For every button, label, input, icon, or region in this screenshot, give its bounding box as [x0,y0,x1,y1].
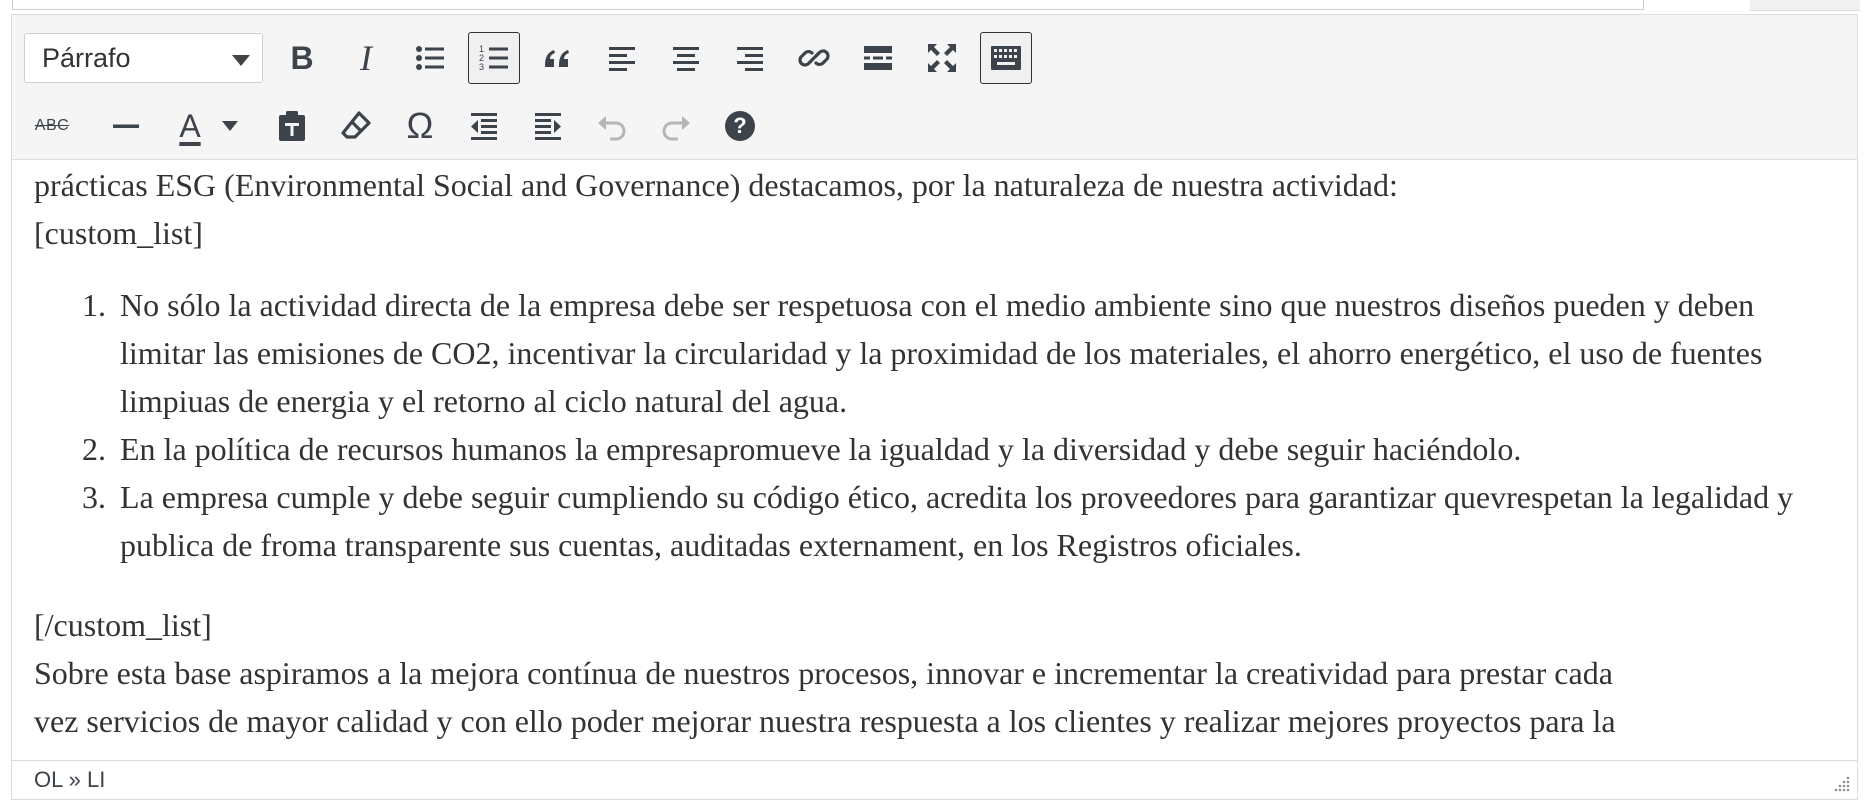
editor-statusbar [12,760,1857,799]
classic-editor [11,14,1858,800]
fullscreen-icon [925,41,959,75]
toolbar-toggle-button[interactable] [980,32,1032,84]
link-icon [797,41,831,75]
undo-button[interactable] [586,100,638,152]
align-center-button[interactable] [660,32,712,84]
help-icon [725,111,755,141]
list-item: 2. En la política de recursos humanos la empresapromueve la igualdad y la diversidad y debe seguir haciéndolo. [114,425,1834,473]
editor-content[interactable] [34,161,1834,761]
read-more-button[interactable] [852,32,904,84]
align-center-icon [669,41,703,75]
format-select[interactable] [24,33,263,83]
svg-text:1: 1 [479,44,485,54]
bold-icon: B [290,39,314,76]
top-strip [0,0,1870,14]
insert-link-button[interactable] [788,32,840,84]
top-right-tab-edge [1750,0,1860,11]
italic-icon: I [360,38,372,78]
intro-paragraph: prácticas ESG (Environmental Social and Governance) destacamos, por la naturaleza de nuestra actividad: [34,167,1398,203]
indent-icon [531,109,565,143]
bold-button[interactable] [276,32,328,84]
strikethrough-icon: ABC [34,117,70,134]
bulleted-list-button[interactable] [404,32,456,84]
indent-button[interactable] [522,100,574,152]
clipboard-icon [275,109,309,143]
outro-line-1: Sobre esta base aspiramos a la mejora contínua de nuestros procesos, innovar e incrementar la creatividad para prestar cada [34,655,1613,691]
help-glyph: ? [733,113,747,138]
horizontal-line-button[interactable] [100,100,152,152]
svg-text:2: 2 [479,53,485,63]
svg-text:3: 3 [479,62,485,72]
outdent-icon [467,109,501,143]
align-right-icon [733,41,767,75]
special-character-button[interactable] [394,100,446,152]
blockquote-button[interactable] [532,32,584,84]
redo-icon [659,109,693,143]
eraser-icon [339,109,373,143]
paste-as-text-button[interactable] [266,100,318,152]
shortcode-close: [/custom_list] [34,607,212,643]
clear-formatting-button[interactable] [330,100,382,152]
text-color-dropdown-button[interactable] [216,100,244,152]
outdent-button[interactable] [458,100,510,152]
text-color-button[interactable] [164,100,216,152]
numbered-list-icon [477,41,511,75]
fullscreen-button[interactable] [916,32,968,84]
text-color-icon: A [179,107,201,144]
toolbar-row-1 [12,23,1857,87]
toolbar-row-2 [12,91,1857,155]
numbered-list-button[interactable] [468,32,520,84]
chevron-down-icon [222,121,238,131]
outro-line-2: vez servicios de mayor calidad y con ello poder mejorar nuestra respuesta a los clientes y realizar mejores proyectos para la [34,703,1616,739]
align-right-button[interactable] [724,32,776,84]
undo-icon [595,109,629,143]
redo-button[interactable] [650,100,702,152]
top-field-edge [12,0,1644,10]
shortcode-open: [custom_list] [34,215,203,251]
format-select-value: Párrafo [42,43,131,73]
quote-icon [541,41,575,75]
align-left-button[interactable] [596,32,648,84]
element-path[interactable]: OL » LI [34,767,106,792]
align-left-icon [605,41,639,75]
chevron-down-icon [232,55,250,66]
keyboard-icon [989,41,1023,75]
list-item: 3. La empresa cumple y debe seguir cumpliendo su código ético, acredita los proveedores para garantizar quevrespetan la legalidad y publica de froma transparente sus cuentas, auditadas externament, en los Registros oficiales. [114,473,1834,569]
omega-icon: Ω [406,105,434,146]
ordered-list [34,281,1834,569]
strikethrough-button[interactable] [26,100,78,152]
bulleted-list-icon [413,41,447,75]
italic-button[interactable] [340,32,392,84]
horizontal-line-icon [109,109,143,143]
editor-toolbar [12,15,1857,160]
help-button[interactable] [714,100,766,152]
read-more-icon [861,41,895,75]
list-item: 1. No sólo la actividad directa de la empresa debe ser respetuosa con el medio ambiente sino que nuestros diseños pueden y deben limitar las emisiones de CO2, incentivar la circularidad y la proximidad de los materiales, el ahorro energético, el uso de fuentes limpiuas de energia y el retorno al ciclo natural del agua. [114,281,1834,425]
resize-handle-icon[interactable] [1833,775,1851,793]
